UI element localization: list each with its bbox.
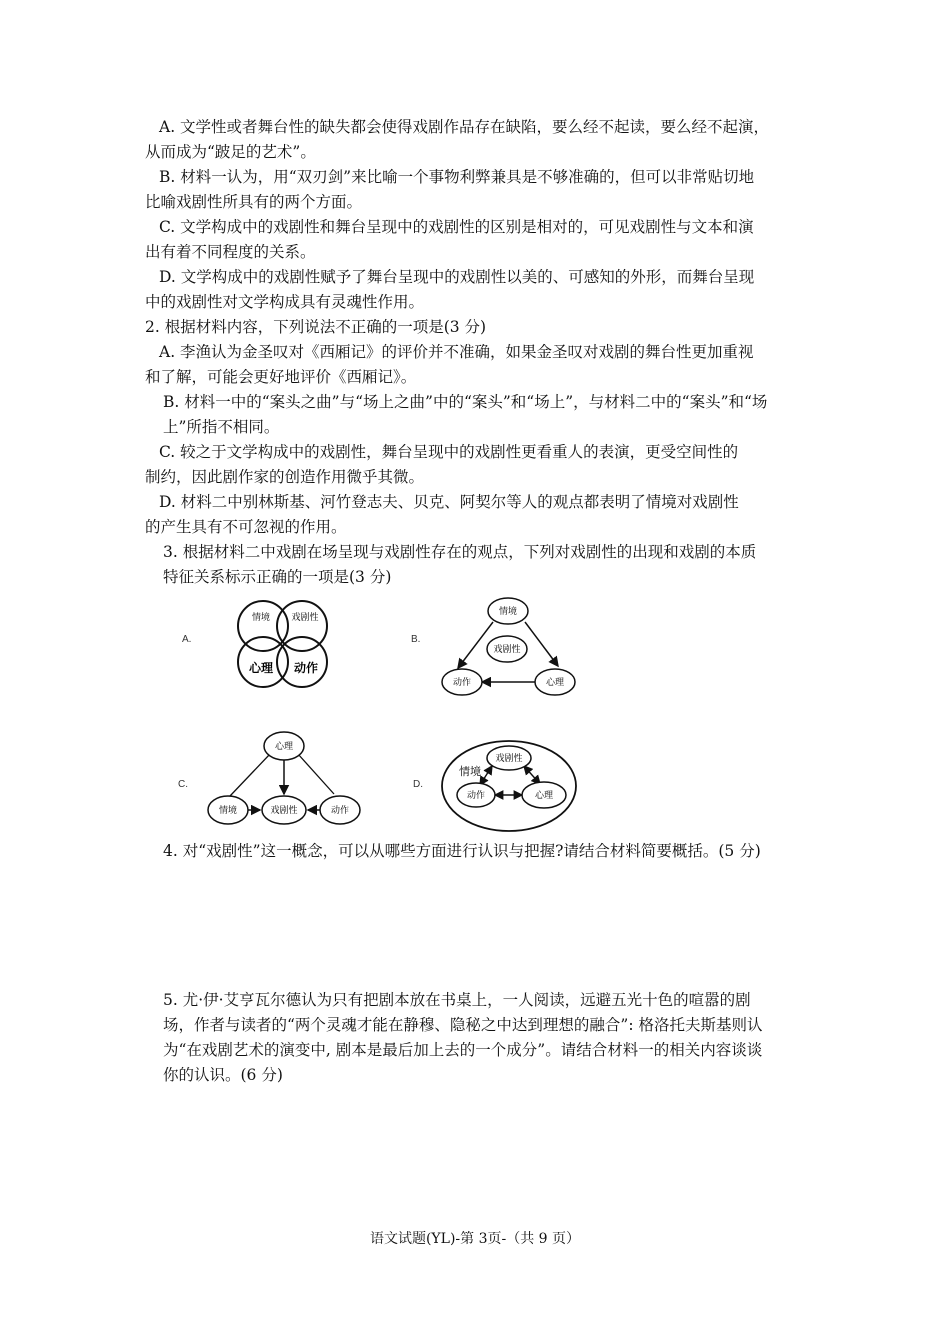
diagram-a-node-action: 动作	[293, 661, 319, 675]
diagram-c-label: C.	[178, 779, 188, 790]
diagram-b-node-action: 动作	[452, 678, 472, 688]
page-footer: 语文试题(YL)-第 3页-（共 9 页）	[369, 1231, 581, 1247]
diagram-d-label: D.	[413, 779, 423, 790]
diagram-b-label: B.	[411, 634, 421, 645]
q2-option-a-line1: A. 李渔认为金圣叹对《西厢记》的评价并不准确，如果金圣叹对戏剧的舞台性更加重视	[159, 343, 754, 361]
q2-option-d-line2: 的产生具有不可忽视的作用。	[145, 518, 347, 536]
q1-option-a-line2: 从而成为“跛足的艺术”。	[145, 143, 316, 161]
q1-option-a-line1: A. 文学性或者舞台性的缺失都会使得戏剧作品存在缺陷，要么经不起读，要么经不起演，	[159, 118, 770, 136]
diagram-b	[438, 590, 583, 700]
q2-option-c-line2: 制约，因此剧作家的创造作用微乎其微。	[145, 468, 425, 486]
diagram-c-edge	[230, 754, 270, 796]
q5-line4: 你的认识。(6 分)	[163, 1066, 283, 1084]
q2-stem: 2. 根据材料内容，下列说法不正确的一项是(3 分)	[145, 318, 487, 336]
diagram-a-node-drama: 戏剧性	[291, 613, 319, 623]
diagram-a-node-situation: 情境	[251, 613, 271, 623]
diagram-b-node-psychology: 心理	[545, 678, 565, 688]
q1-option-b-line1: B. 材料一认为，用“双刃剑”来比喻一个事物利弊兼具是不够准确的，但可以非常贴切地	[159, 168, 755, 186]
q1-option-c-line2: 出有着不同程度的关系。	[145, 243, 316, 261]
q5-line2: 场，作者与读者的“两个灵魂才能在静穆、隐秘之中达到理想的融合”: 格洛托夫斯基则认	[163, 1016, 763, 1034]
diagram-b-node-drama: 戏剧性	[493, 645, 521, 655]
diagram-a-node-psychology: 心理	[248, 661, 274, 675]
q5-line3: 为“在戏剧艺术的演变中, 剧本是最后加上去的一个成分”。请结合材料一的相关内容谈谈	[163, 1041, 763, 1059]
q2-option-d-line1: D. 材料二中别林斯基、河竹登志夫、贝克、阿契尔等人的观点都表明了情境对戏剧性	[159, 493, 739, 511]
diagram-c-node-psychology: 心理	[274, 742, 294, 752]
diagram-d	[440, 738, 580, 834]
q1-option-c-line1: C. 文学构成中的戏剧性和舞台呈现中的戏剧性的区别是相对的，可见戏剧性与文本和演	[159, 218, 754, 236]
diagram-d-arrow	[524, 766, 540, 784]
diagram-c-node-drama: 戏剧性	[270, 806, 298, 816]
diagram-c-node-action: 动作	[330, 806, 350, 816]
diagram-d-node-action: 动作	[466, 791, 486, 801]
diagram-d-node-psychology: 心理	[534, 791, 554, 801]
diagram-d-arrow	[480, 766, 492, 785]
diagram-a-label: A.	[182, 634, 192, 645]
diagram-c-node-situation: 情境	[218, 806, 238, 816]
q2-option-b-line2: 上”所指不相同。	[163, 418, 280, 436]
q1-option-d-line2: 中的戏剧性对文学构成具有灵魂性作用。	[145, 293, 425, 311]
diagram-d-node-drama: 戏剧性	[495, 754, 523, 764]
diagram-c-edge	[298, 754, 334, 794]
q5-line1: 5. 尤·伊·艾亨瓦尔德认为只有把剧本放在书桌上，一人阅读，远避五光十色的喧嚣的剧	[163, 991, 751, 1009]
q1-option-d-line1: D. 文学构成中的戏剧性赋予了舞台呈现中的戏剧性以美的、可感知的外形，而舞台呈现	[159, 268, 755, 286]
q3-stem-line2: 特征关系标示正确的一项是(3 分)	[163, 568, 392, 586]
diagram-b-arrow	[525, 622, 558, 666]
q3-stem-line1: 3. 根据材料二中戏剧在场呈现与戏剧性存在的观点，下列对戏剧性的出现和戏剧的本质	[163, 543, 757, 561]
diagram-a	[230, 598, 340, 690]
q4-stem: 4. 对“戏剧性”这一概念，可以从哪些方面进行认识与把握?请结合材料简要概括。(5 分)	[163, 842, 761, 860]
diagram-d-node-situation: 情境	[459, 765, 481, 778]
diagram-b-node-situation: 情境	[498, 607, 518, 617]
q2-option-c-line1: C. 较之于文学构成中的戏剧性，舞台呈现中的戏剧性更看重人的表演，更受空间性的	[159, 443, 739, 461]
q2-option-b-line1: B. 材料一中的“案头之曲”与“场上之曲”中的“案头”和“场上”，与材料二中的“案头”和“场	[163, 393, 768, 411]
diagram-c	[200, 730, 365, 832]
q2-option-a-line2: 和了解，可能会更好地评价《西厢记》。	[145, 368, 417, 386]
q1-option-b-line2: 比喻戏剧性所具有的两个方面。	[145, 193, 363, 211]
